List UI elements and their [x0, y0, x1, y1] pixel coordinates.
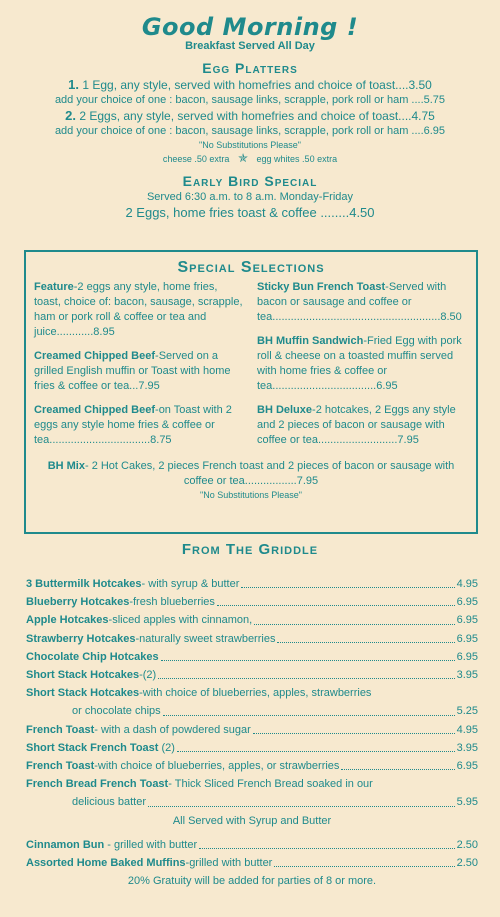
egg-platters-list	[20, 77, 480, 139]
griddle-item-desc: -naturally sweet strawberries	[135, 632, 276, 645]
griddle-item-price: 4.95	[456, 578, 478, 590]
platter-line	[20, 77, 480, 93]
platter-line	[20, 108, 480, 124]
special-item-name: Feature	[34, 281, 74, 293]
page-title: Good Morning !	[141, 13, 359, 41]
griddle-item-desc: -with choice of blueberries, apples, or strawberries	[94, 760, 340, 773]
griddle-item-desc: - Thick Sliced French Bread soaked in our	[168, 778, 373, 791]
griddle-item-price: 6.95	[456, 650, 478, 663]
bh-mix-text: - 2 Hot Cakes, 2 pieces French toast and 2 pieces of bacon or sausage with coffee or tea.................7.95	[84, 460, 455, 487]
platter-text: 1 Egg, any style, served with homefries and choice of toast....3.50	[82, 78, 432, 92]
griddle-item-desc: (2)	[158, 741, 175, 754]
special-item-text: -Served with bacon or sausage and coffee or tea.......................................................8.50	[257, 281, 462, 323]
griddle-row	[26, 757, 478, 775]
dot-leader	[217, 593, 455, 606]
griddle-item-title: Short Stack Hotcakes	[26, 687, 140, 700]
early-bird-line: 2 Eggs, home fries toast & coffee ........4.50	[125, 205, 375, 220]
griddle-list	[26, 575, 478, 890]
griddle-row	[26, 721, 478, 739]
griddle-item-name	[26, 684, 371, 702]
dot-leader	[177, 739, 455, 752]
dot-leader	[158, 666, 454, 679]
special-item-text: -on Toast with 2 eggs any style home fries & coffee or tea.................................8.75	[34, 404, 232, 446]
platter-number: 1.	[68, 77, 79, 92]
griddle-item-name	[26, 666, 156, 684]
griddle-served-note: All Served with Syrup and Butter	[172, 814, 332, 827]
special-item-text: -2 hotcakes, 2 Eggs any style and 2 pieces of bacon or sausage with coffee or tea..........................7.95	[257, 404, 456, 446]
egg-platters-extras	[20, 151, 480, 166]
griddle-item-name	[26, 630, 275, 648]
griddle-item-name	[26, 739, 175, 757]
star-icon: ✯	[237, 151, 249, 165]
special-item-name: Creamed Chipped Beef	[34, 350, 156, 362]
dot-leader	[148, 793, 455, 806]
griddle-row	[26, 684, 478, 702]
egg-platters-heading: Egg Platters	[202, 60, 298, 76]
griddle-row	[26, 836, 478, 854]
griddle-item-desc: -fresh blueberries	[129, 596, 215, 609]
early-bird-served: Served 6:30 a.m. to 8 a.m. Monday-Friday	[146, 191, 354, 203]
griddle-item-price: 6.95	[456, 596, 478, 609]
page-subtitle: Breakfast Served All Day	[185, 40, 315, 52]
griddle-item-name	[26, 611, 252, 629]
griddle-item-title: Blueberry Hotcakes	[26, 596, 130, 609]
griddle-row	[26, 666, 478, 684]
griddle-item-price: 3.95	[456, 741, 478, 754]
platter-addon: add your choice of one : bacon, sausage links, scrapple, pork roll or ham ....5.75	[54, 94, 446, 106]
platter-number: 2.	[65, 108, 76, 123]
griddle-item-price: 6.95	[456, 632, 478, 645]
griddle-item-desc: - with syrup & butter	[141, 578, 240, 590]
griddle-row	[26, 775, 478, 793]
griddle-item-price: 4.95	[456, 723, 478, 736]
griddle-item-title: Short Stack Hotcakes	[26, 669, 140, 682]
griddle-row-cont	[26, 793, 478, 811]
griddle-item-desc: -with choice of blueberries, apples, strawberries	[139, 687, 372, 700]
griddle-item-desc-cont: delicious batter	[72, 796, 146, 809]
griddle-item-desc: -grilled with butter	[185, 856, 273, 869]
egg-whites-extra: egg whites .50 extra	[256, 154, 338, 164]
griddle-item-title: Short Stack French Toast	[26, 741, 159, 754]
special-item	[34, 349, 245, 394]
griddle-item-price: 5.95	[456, 796, 478, 809]
griddle-heading: From The Griddle	[181, 541, 319, 558]
special-item	[257, 403, 468, 448]
griddle-item-title: Apple Hotcakes	[26, 614, 109, 627]
griddle-item-price: 3.95	[456, 669, 478, 682]
griddle-item-title: Chocolate Chip Hotcakes	[26, 650, 159, 663]
griddle-row	[26, 611, 478, 629]
griddle-item-name	[26, 836, 197, 854]
platter-addon: add your choice of one : bacon, sausage links, scrapple, pork roll or ham ....6.95	[54, 125, 446, 137]
griddle-items	[26, 575, 478, 812]
griddle-extras	[26, 836, 478, 872]
dot-leader	[274, 854, 454, 867]
griddle-item-title: French Toast	[26, 760, 95, 773]
special-selections-left	[34, 280, 245, 457]
dot-leader	[241, 575, 454, 588]
cheese-extra: cheese .50 extra	[162, 154, 230, 164]
dot-leader	[341, 757, 454, 770]
dot-leader	[253, 721, 455, 734]
special-item	[34, 280, 245, 340]
special-item-text: -Served on a grilled English muffin or Toast with home fries & coffee or tea...7.95	[34, 350, 231, 392]
griddle-item-desc-cont: or chocolate chips	[72, 705, 161, 718]
griddle-row	[26, 630, 478, 648]
special-item	[257, 334, 468, 394]
special-selections-right	[257, 280, 468, 457]
special-item-name: Sticky Bun French Toast	[257, 281, 386, 293]
griddle-row	[26, 593, 478, 611]
griddle-item-name	[26, 757, 339, 775]
dot-leader	[254, 611, 454, 624]
special-item-name: Creamed Chipped Beef	[34, 404, 156, 416]
dot-leader	[161, 648, 455, 661]
special-no-substitutions: "No Substitutions Please"	[200, 490, 302, 500]
griddle-item-title: French Toast	[26, 723, 95, 736]
griddle-row-cont	[26, 702, 478, 720]
special-item	[257, 280, 468, 325]
dot-leader	[277, 630, 454, 643]
special-selections-heading: Special Selections	[177, 259, 325, 276]
griddle-item-name	[26, 648, 159, 666]
egg-platters-no-substitutions: "No Substitutions Please"	[199, 140, 301, 150]
griddle-item-name	[26, 593, 215, 611]
special-item-text: -Fried Egg with pork roll & cheese on a toasted muffin served with home fries & coffee or tea..................................6.95	[257, 335, 462, 392]
griddle-item-price: 6.95	[456, 614, 478, 627]
bh-mix-item	[34, 459, 468, 489]
dot-leader	[199, 836, 454, 849]
griddle-item-name	[26, 775, 373, 793]
griddle-item-price: 6.95	[456, 760, 478, 773]
griddle-item-desc: - grilled with butter	[104, 838, 198, 851]
griddle-row	[26, 739, 478, 757]
griddle-row	[26, 648, 478, 666]
griddle-item-name	[26, 721, 251, 739]
griddle-item-price: 5.25	[456, 705, 478, 718]
griddle-item-desc: -(2)	[139, 669, 157, 682]
special-selections-box	[24, 250, 478, 534]
early-bird-heading: Early Bird Special	[182, 173, 318, 189]
special-item-name: BH Muffin Sandwich	[257, 335, 364, 347]
special-item	[34, 403, 245, 448]
dot-leader	[163, 702, 455, 715]
griddle-item-name	[26, 575, 239, 593]
griddle-row	[26, 854, 478, 872]
griddle-item-price: 2.50	[456, 838, 478, 851]
griddle-item-title: Assorted Home Baked Muffins	[26, 856, 186, 869]
griddle-item-title: 3 Buttermilk Hotcakes	[26, 578, 142, 590]
griddle-item-desc: - with a dash of powdered sugar	[94, 723, 251, 736]
griddle-item-title: Strawberry Hotcakes	[26, 632, 136, 645]
gratuity-note: 20% Gratuity will be added for parties of 8 or more.	[127, 875, 377, 888]
griddle-item-title: Cinnamon Bun	[26, 838, 105, 851]
griddle-row	[26, 575, 478, 593]
griddle-item-name	[26, 854, 272, 872]
special-item-text: -2 eggs any style, home fries, toast, choice of: bacon, sausage, scrapple, ham or pork roll & coffee or tea and juice............8.95	[34, 281, 243, 338]
platter-text: 2 Eggs, any style, served with homefries and choice of toast....4.75	[79, 109, 435, 123]
special-item-name: BH Deluxe	[257, 404, 313, 416]
bh-mix-name: BH Mix	[47, 460, 85, 472]
griddle-item-price: 2.50	[456, 856, 478, 869]
griddle-item-desc: -sliced apples with cinnamon,	[108, 614, 253, 627]
griddle-item-title: French Bread French Toast	[26, 778, 169, 791]
